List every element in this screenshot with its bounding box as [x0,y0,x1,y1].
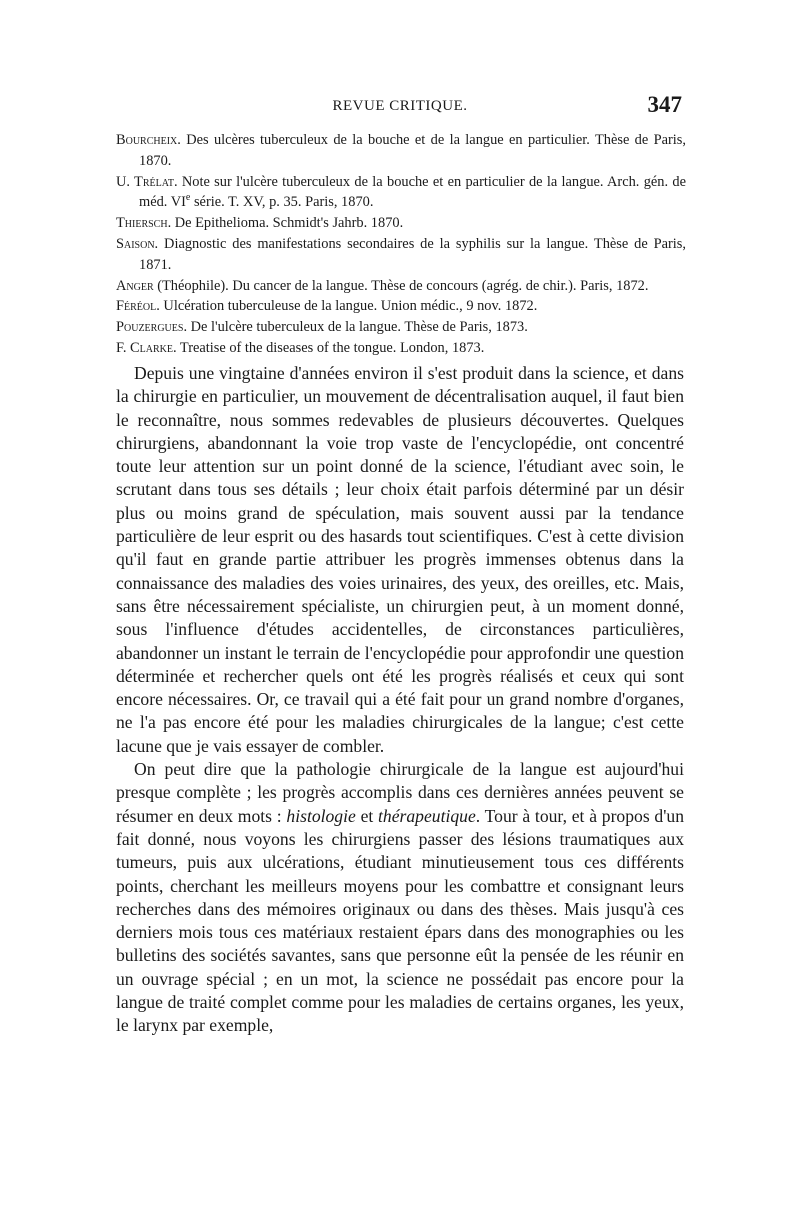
bibliography-list [116,130,686,359]
running-title: REVUE CRITIQUE. [332,98,468,114]
entry-text: Des ulcères tuberculeux de la bouche et de la langue en particulier. Thèse de Paris, 1870. [139,132,686,169]
entry-text: Diagnostic des manifestations secondaires de la syphilis sur la langue. Thèse de Paris, 1871. [139,235,686,273]
entry-text: De l'ulcère tuberculeux de la langue. Thèse de Paris, 1873. [187,319,528,336]
entry-author: Bourcheix. [116,132,181,148]
entry-text: Treatise of the diseases of the tongue. London, 1873. [176,339,485,356]
entry-superscript: e [185,192,191,204]
paragraph [116,758,684,1038]
entry-text-continued: série. T. XV, p. 35. Paris, 1870. [190,194,374,211]
entry-text: De Epithelioma. Schmidt's Jahrb. 1870. [171,215,404,232]
entry-text: (Théophile). Du cancer de la langue. Thèse de concours (agrég. de chir.). Paris, 1872. [153,277,649,294]
body-text [116,362,684,1038]
bibliography-entry [116,234,686,276]
bibliography-entry [116,296,686,317]
paragraph-text: et [355,805,379,826]
entry-author: Thiersch. [116,215,172,232]
paragraph-text: . Tour à tour, et à propos d'un fait donné, nous voyons les chirurgiens passer des lésions traumatiques aux tumeurs, puis aux ulcérations, étudiant minutieusement tous ces différents points, cherchant les meilleurs moyens pour les combattre et consignant leurs recherches dans des mémoires originaux ou dans des thèses. Mais jusqu'à ces derniers mois tous ces matériaux restaient épars dans des monographies ou les bulletins des sociétés savantes, sans que personne eût la pensée de les réunir en un ouvrage spécial ; en un mot, la science ne possédait pas encore pour la langue de traité complet comme pour les maladies de certains organes, les yeux, le larynx par exemple, [116,805,684,1036]
emphasis-histologie: histologie [286,805,356,826]
bibliography-entry [116,172,686,214]
paragraph-text: On peut dire que la pathologie chirurgicale de la langue est aujourd'hui presque complète ; les progrès accomplis dans ces dernières années peuvent se résumer en deux mots : [116,759,684,826]
bibliography-entry [116,338,686,359]
entry-author: Saison. [116,235,159,252]
bibliography-entry [116,213,686,234]
entry-author: Pouzergues. [116,319,188,336]
entry-author: Anger [116,277,154,294]
bibliography-entry [116,317,686,338]
page-number: 347 [647,92,682,117]
bibliography-entry [116,130,686,172]
bibliography-entry [116,276,686,297]
entry-text: Ulcération tuberculeuse de la langue. Union médic., 9 nov. 1872. [159,298,538,315]
paragraph: Depuis une vingtaine d'années environ il s'est produit dans la science, et dans la chirurgie en particulier, un mouvement de décentralisation auquel, il faut bien le reconnaître, nous sommes redevables de plusieurs découvertes. Quelques chirurgiens, abandonnant la voie trop vaste de l'encyclopédie, ont concentré toute leur attention sur un point donné de la science, l'étudiant avec soin, le scrutant dans tous ses détails ; leur choix était parfois déterminé par un désir plus ou moins grand de spéculation, mais souvent aussi par la tendance particulière de leur esprit ou des hasards tout scientifiques. C'est à cette division qu'il faut en grande partie attribuer les progrès immenses obtenus dans la connaissance des maladies des voies urinaires, des yeux, des oreilles, etc. Mais, sans être nécessairement spécialiste, un chirurgien peut, à un moment donné, sous l'influence d'études accidentelles, de circonstances particulières, abandonner un instant le terrain de l'encyclopédie pour approfondir une question déterminée et rechercher quels ont été les progrès réalisés et ceux qui sont encore nécessaires. Or, ce travail qui a été fait pour un grand nombre d'organes, ne l'a pas encore été pour les maladies chirurgicales de la langue; c'est cette lacune que je vais essayer de combler. [116,363,684,756]
page-header [0,92,800,122]
entry-author: U. Trélat. [116,173,178,190]
emphasis-therapeutique: thérapeutique [378,805,476,826]
entry-author: F. Clarke. [116,339,177,356]
entry-author: Féréol. [116,298,160,315]
entry-text: Note sur l'ulcère tuberculeux de la bouche et en particulier de la langue. Arch. gén. de méd. VI [139,173,686,211]
